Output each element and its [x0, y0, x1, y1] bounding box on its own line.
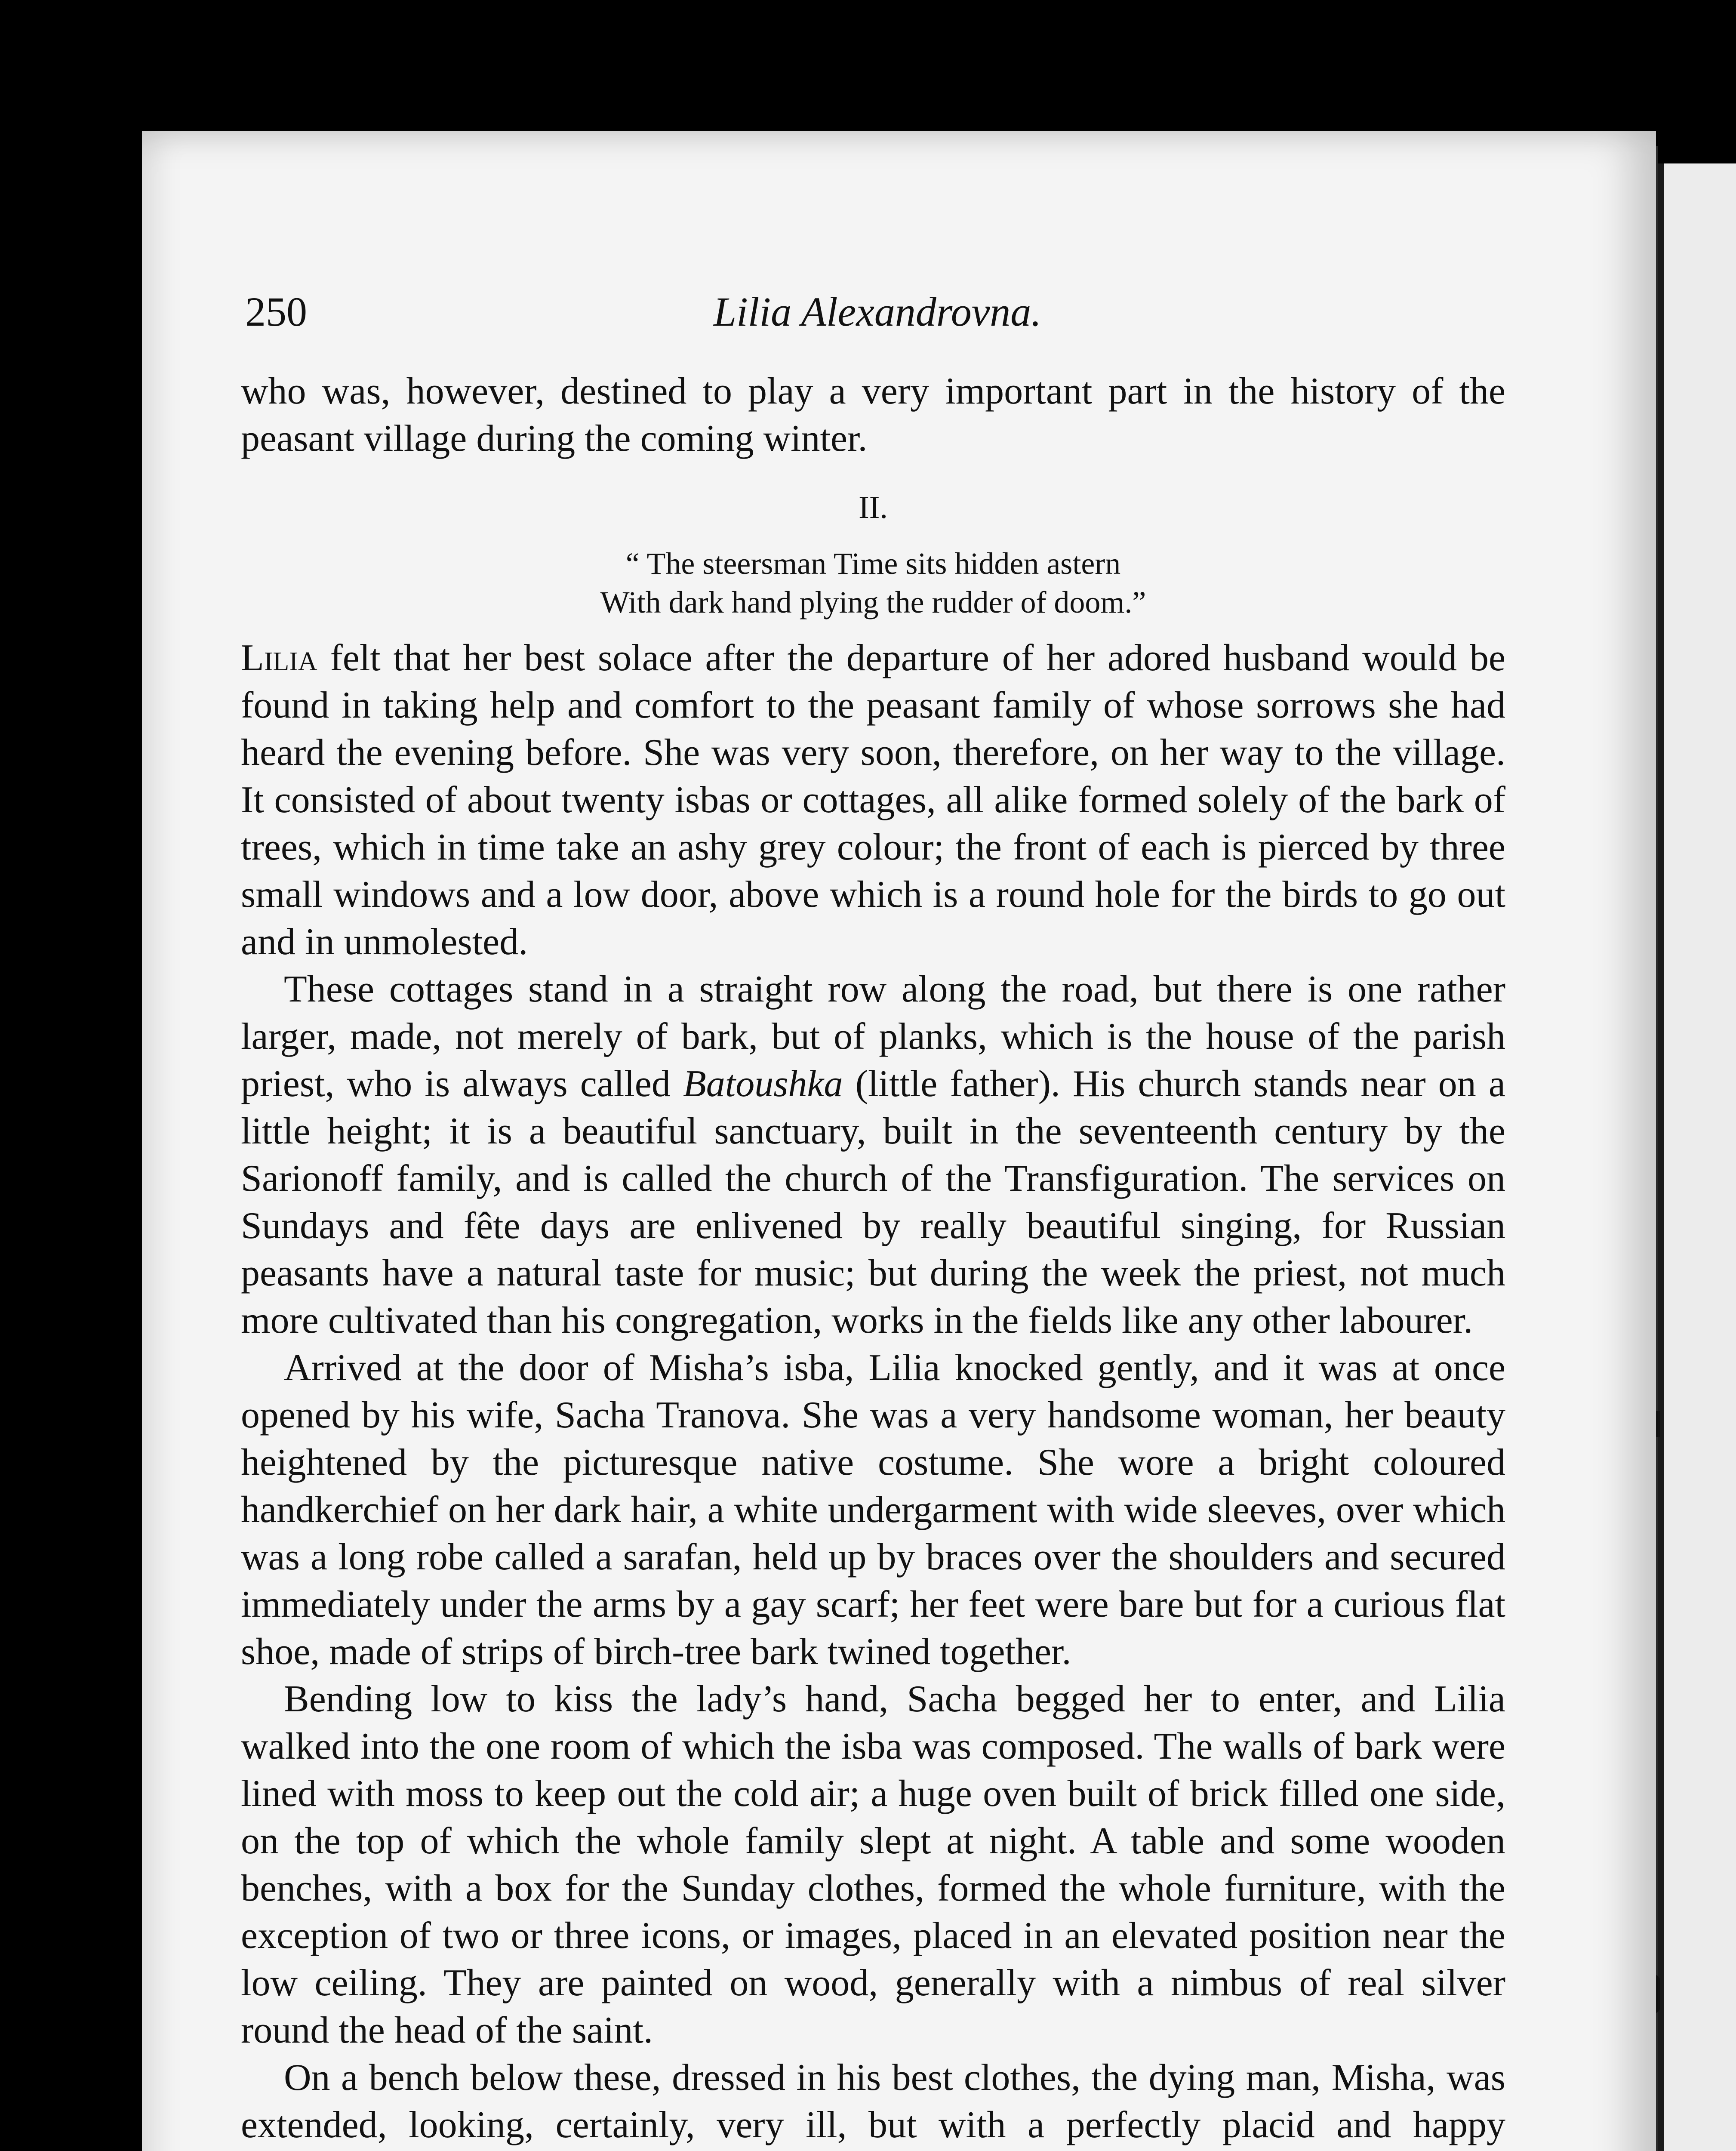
section-number: II. [859, 490, 888, 525]
body-text [241, 368, 1505, 2151]
next-page-edge [1658, 163, 1736, 2151]
page-header [245, 280, 1510, 344]
epigraph-line: “ The steersman Time sits hidden astern [625, 546, 1121, 581]
paragraph-lead-word: Lilia [241, 637, 317, 679]
paragraph [241, 635, 1505, 966]
paragraph-text: These cottages stand in a straight row along the road, but there is one rather larger, made, not merely of bark, but of planks, which is the house of the parish priest, who is always called [241, 968, 1505, 1105]
paragraph: Arrived at the door of Misha’s isba, Lilia knocked gently, and it was at once opened by his wife, Sacha Tranova. She was a very handsome woman, her beauty heightened by the picturesque native costume. She wore a bright coloured handkerchief on her dark hair, a white undergarment with wide sleeves, over which was a long robe called a sarafan, held up by braces over the shoulders and secured immediately under the arms by a gay scarf; her feet were bare but for a curious flat shoe, made of strips of birch-tree bark twined together. [241, 1347, 1505, 1673]
paragraph: On a bench below these, dressed in his best clothes, the dying man, Misha, was extended, looking, certainly, very ill, but with a perfectly placid and happy [241, 2057, 1505, 2146]
italic-term: Batoushka [683, 1063, 843, 1105]
paragraph [241, 966, 1505, 1344]
paragraph-text: felt that her best solace after the departure of her adored husband would be found in taking help and comfort to the peasant family of whose sorrows she had heard the evening before. She was very soon, therefore, on her way to the village. It consisted of about twenty isbas or cottages, all alike formed solely of the bark of trees, which in time take an ashy grey colour; the front of each is pierced by three small windows and a low door, above which is a round hole for the birds to go out and in unmolested. [241, 637, 1505, 963]
page-number: 250 [245, 289, 307, 335]
paragraph-text: (little father). His church stands near on a little height; it is a beautiful sanctuary, built in the seventeenth century by the Sarionoff family, and is called the church of the Transfiguration. The services on Sundays and fête days are enlivened by really beautiful singing, for Russian peasants have a natural taste for music; but during the week the priest, not much more cultivated than his congregation, works in the fields like any other labourer. [241, 1063, 1505, 1341]
running-title: Lilia Alexandrovna. [713, 289, 1042, 335]
continuation-paragraph: who was, however, destined to play a very important part in the history of the peasant village during the coming winter. [241, 370, 1505, 459]
paragraph: Bending low to kiss the lady’s hand, Sacha begged her to enter, and Lilia walked into the one room of which the isba was composed. The walls of bark were lined with moss to keep out the cold air; a huge oven built of brick filled one side, on the top of which the whole family slept at night. A table and some wooden benches, with a box for the Sunday clothes, formed the whole furniture, with the exception of two or three icons, or images, placed in an elevated position near the low ceiling. They are painted on wood, generally with a nimbus of real silver round the head of the saint. [241, 1678, 1505, 2051]
epigraph [241, 544, 1505, 622]
epigraph-line: With dark hand plying the rudder of doom.” [600, 585, 1146, 619]
